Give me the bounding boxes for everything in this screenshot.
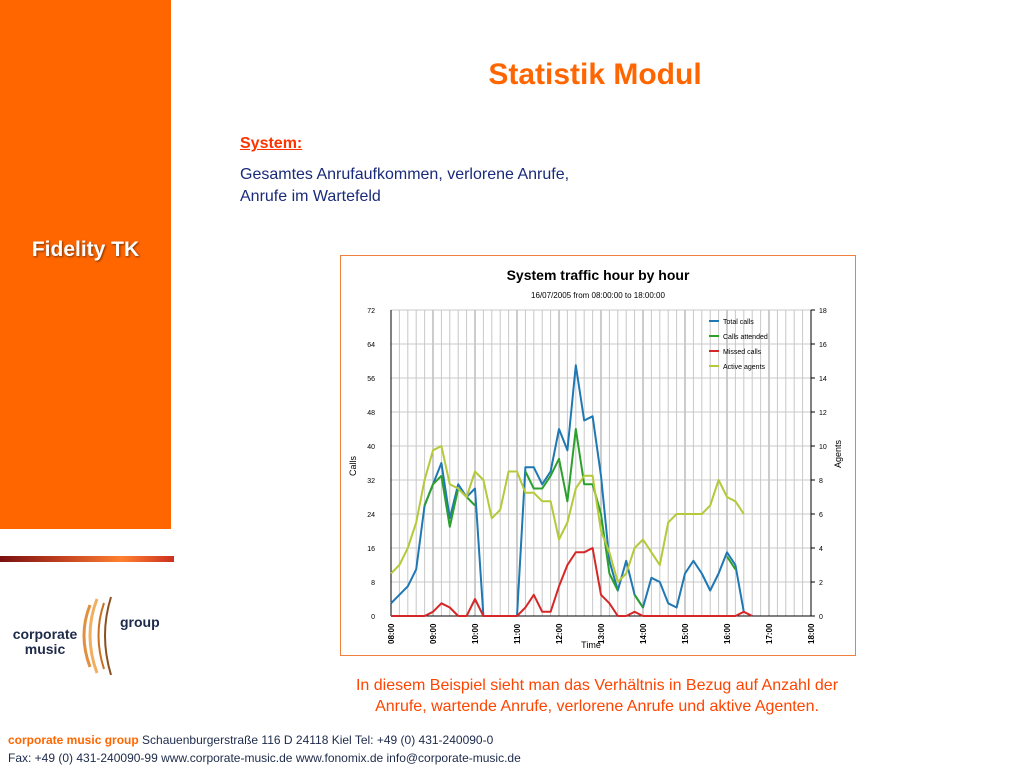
logo-suffix: group [120, 614, 160, 630]
y-tick-label: 16 [367, 546, 375, 553]
legend-label: Total calls [723, 319, 754, 326]
x-axis-label: Time [581, 640, 601, 650]
y-tick-label: 40 [367, 444, 375, 451]
y-tick-label: 24 [367, 512, 375, 519]
traffic-chart [341, 256, 855, 655]
legend-label: Missed calls [723, 349, 762, 356]
brand-name: Fidelity TK [31, 238, 140, 261]
legend-label: Active agents [723, 364, 766, 371]
x-tick-label: 14:00 [639, 623, 648, 644]
footer-company: corporate music group [8, 733, 139, 747]
x-tick-label: 10:00 [471, 623, 480, 644]
x-tick-label: 15:00 [681, 623, 690, 644]
y-tick-label: 48 [367, 410, 375, 417]
y2-tick-label: 14 [819, 376, 827, 383]
y-tick-label: 0 [371, 614, 375, 621]
y-tick-label: 56 [367, 376, 375, 383]
chart-title: System traffic hour by hour [506, 267, 690, 283]
y-tick-label: 32 [367, 478, 375, 485]
chart-frame [340, 255, 856, 656]
y2-tick-label: 4 [819, 546, 823, 553]
x-tick-label: 11:00 [513, 623, 522, 644]
slide-caption: In diesem Beispiel sieht man das Verhältnis in Bezug auf Anzahl der Anrufe, wartende Anrufe, verlorene Anrufe und aktive Agenten. [355, 677, 839, 715]
y2-tick-label: 18 [819, 308, 827, 315]
slide-subheading: System: [240, 135, 303, 152]
x-tick-label: 08:00 [387, 623, 396, 644]
y2-tick-label: 0 [819, 614, 823, 621]
y-tick-label: 8 [371, 580, 375, 587]
footer-line1: Schauenburgerstraße 116 D 24118 Kiel Tel: +49 (0) 431-240090-0 [142, 733, 494, 747]
x-tick-label: 16:00 [723, 623, 732, 644]
y2-tick-label: 2 [819, 580, 823, 587]
logo-text: corporate music [12, 626, 78, 657]
y2-tick-label: 6 [819, 512, 823, 519]
x-tick-label: 18:00 [807, 623, 816, 644]
slide-title: Statistik Modul [488, 58, 702, 91]
y-axis-label: Calls [348, 455, 358, 477]
footer-contact: Fax: +49 (0) 431-240090-99 www.corporate-music.de www.fonomix.de info@corporate-music.de [8, 751, 521, 765]
y2-tick-label: 8 [819, 478, 823, 485]
series-line [425, 429, 736, 608]
legend-label: Calls attended [723, 334, 768, 341]
y2-axis-label: Agents [833, 439, 843, 469]
x-tick-label: 17:00 [765, 623, 774, 644]
x-tick-label: 09:00 [429, 623, 438, 644]
x-tick-label: 13:00 [597, 623, 606, 644]
decorative-stripe [0, 555, 174, 563]
slide-description: Gesamtes Anrufaufkommen, verlorene Anrufe, Anrufe im Wartefeld [240, 166, 570, 205]
chart-subtitle: 16/07/2005 from 08:00:00 to 18:00:00 [531, 291, 665, 300]
x-tick-label: 12:00 [555, 623, 564, 644]
y2-tick-label: 10 [819, 444, 827, 451]
y-tick-label: 72 [367, 308, 375, 315]
y2-tick-label: 12 [819, 410, 827, 417]
y-tick-label: 64 [367, 342, 375, 349]
y2-tick-label: 16 [819, 342, 827, 349]
footer-address [8, 733, 493, 747]
